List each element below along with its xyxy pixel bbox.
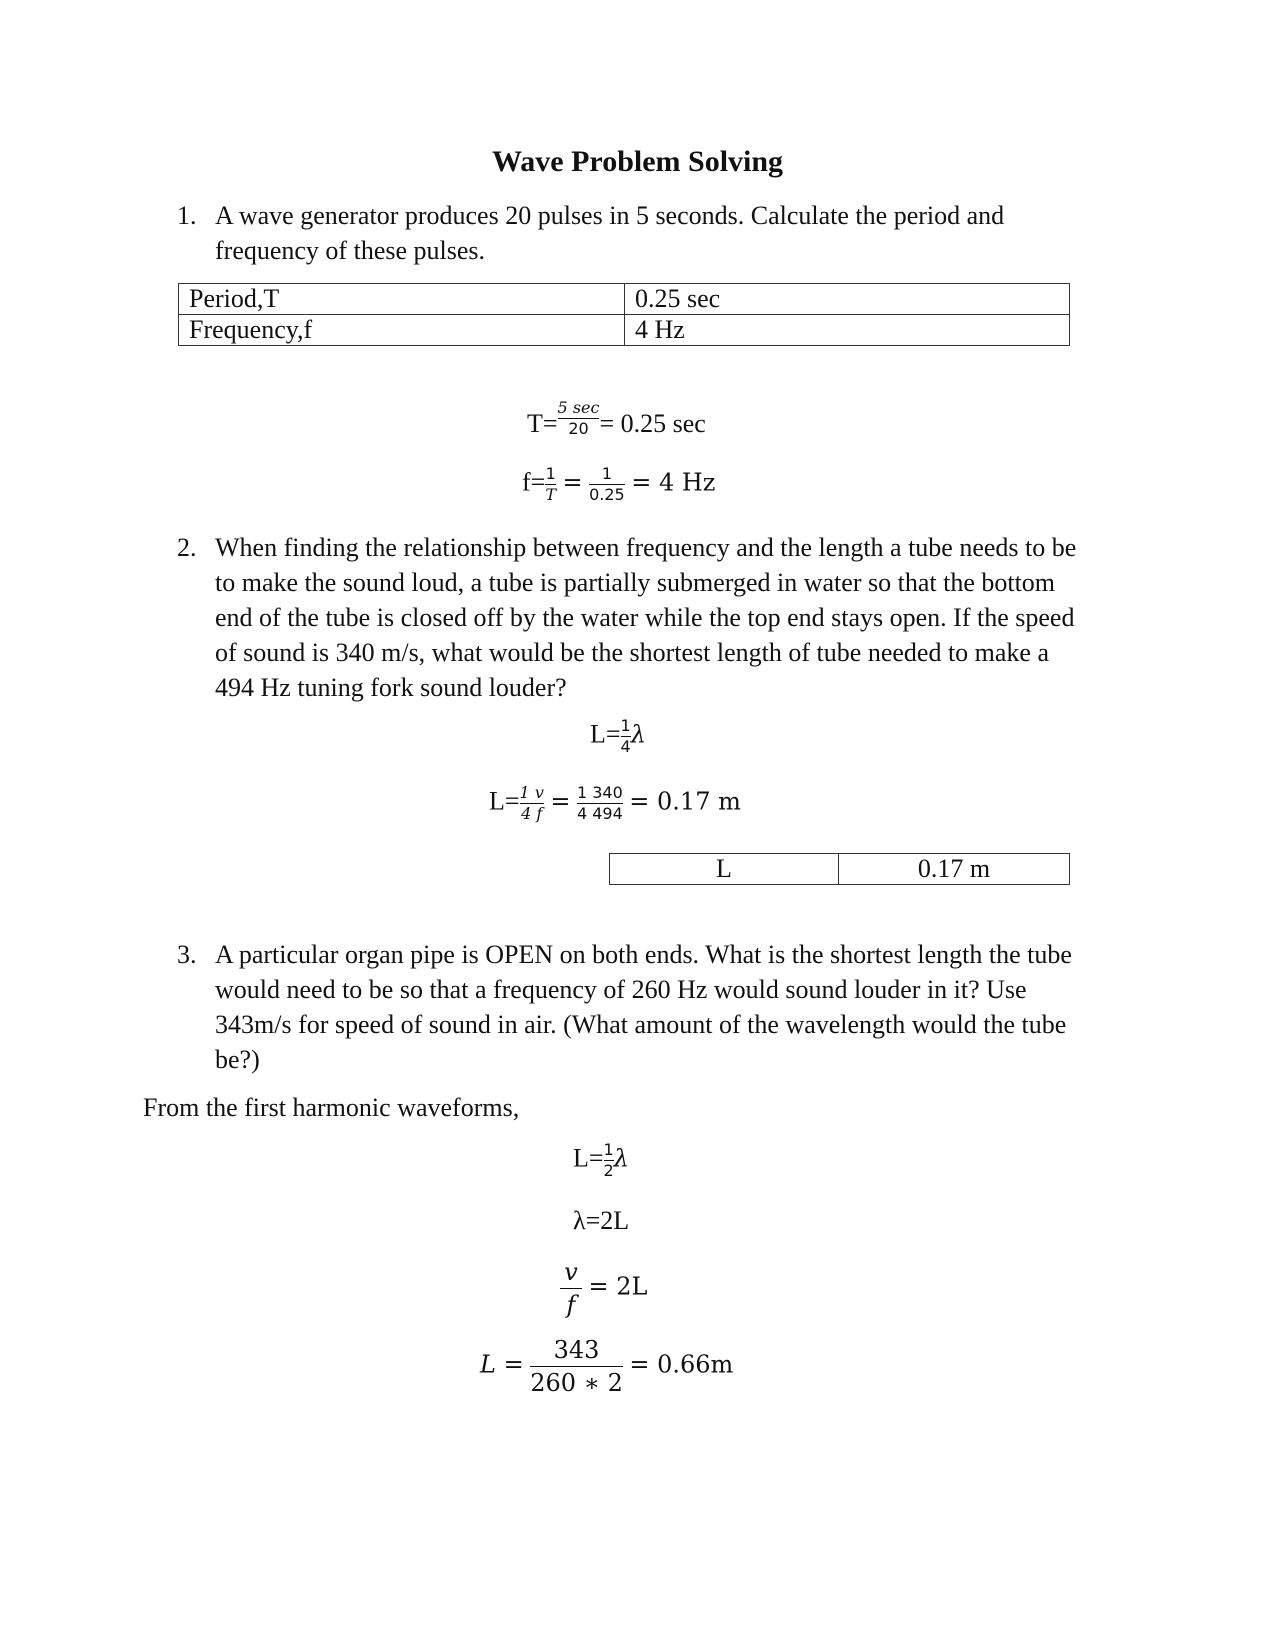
eq-rhs: λ [630,720,646,749]
fraction [589,466,625,503]
answer-table-2 [609,853,1070,885]
numerator: 1 [620,716,631,735]
fraction [558,400,600,437]
fraction [520,785,544,822]
eq-rhs: = 0.25 sec [599,409,706,438]
denominator: 20 [568,419,589,438]
equation-final-length [480,1336,733,1397]
equation-length-closed [489,785,741,822]
eq-rhs: = 0.17 m [629,787,741,816]
eq-rhs: = 2L [588,1272,648,1301]
table-cell-value: 0.25 sec [625,284,1070,315]
denominator: f [566,1291,576,1319]
fraction [604,1142,614,1179]
eq-lhs: L= [573,1143,604,1173]
numerator: 5 sec [557,398,600,417]
numerator: 1 [603,1140,614,1159]
eq-lhs: f= [522,467,546,497]
denominator: 0.25 [589,485,625,504]
denominator: 4 494 [576,804,623,823]
numerator: 1 v [519,783,544,802]
eq-rhs: = 4 Hz [631,468,716,497]
table-cell-value: 0.17 m [839,854,1070,885]
denominator: 4 f [521,804,543,823]
question-2 [177,530,1077,705]
table-cell-label: Frequency,f [179,315,625,346]
table-row [179,284,1070,315]
eq-rhs: = 0.66m [629,1350,734,1379]
numerator: 1 [601,464,613,483]
question-1 [177,198,1067,268]
question-3 [177,937,1077,1077]
denominator: 260 ∗ 2 [530,1369,623,1397]
eq-equals: = [550,787,571,816]
fraction [560,1258,582,1319]
equation-frequency [522,466,715,503]
eq-rhs: λ [613,1144,629,1173]
equation-period [527,400,706,439]
numerator: 343 [553,1336,600,1364]
table-cell-value: 4 Hz [625,315,1070,346]
harmonic-intro: From the first harmonic waveforms, [143,1093,520,1122]
eq-lhs: T= [527,409,558,438]
table-row [610,854,1070,885]
eq-lhs: L = [480,1350,524,1379]
denominator: 2 [603,1161,614,1180]
fraction [577,785,623,822]
table-row [179,315,1070,346]
denominator: T [545,485,556,504]
equation-half-wave [573,1142,629,1179]
table-cell-label: L [610,854,839,885]
question-number: 2. [177,533,197,562]
answer-table-1 [178,283,1070,346]
numerator: v [564,1258,578,1286]
question-text: A particular organ pipe is OPEN on both ends. What is the shortest length the tube would need to be so that a frequency of 260 Hz would sound louder in it? Use 343m/s for speed of sound in air. (What amount of the wavelength would the tube be?) [215,940,1072,1074]
fraction [530,1336,623,1397]
question-text: A wave generator produces 20 pulses in 5 seconds. Calculate the period and frequency of these pulses. [215,201,1005,265]
question-number: 3. [177,940,197,969]
fraction [545,466,556,503]
eq-equals: = [562,468,583,497]
question-text: When finding the relationship between frequency and the length a tube needs to be to make the sound loud, a tube is partially submerged in water so that the bottom end of the tube is closed off by the water while the top end stays open. If the speed of sound is 340 m/s, what would be the shortest length of tube needed to make a 494 Hz tuning fork sound louder? [215,533,1077,702]
page-title: Wave Problem Solving [491,145,784,178]
eq-lhs: L= [590,719,621,749]
table-cell-label: Period,T [179,284,625,315]
denominator: 4 [620,737,631,756]
fraction [621,718,631,755]
numerator: 1 [545,464,556,483]
equation-v-over-f [560,1258,647,1319]
question-number: 1. [177,201,197,230]
equation-wavelength: λ=2L [573,1206,630,1235]
numerator: 1 340 [576,783,623,802]
eq-lhs: L= [489,786,520,816]
equation-quarter-wave [590,718,646,755]
